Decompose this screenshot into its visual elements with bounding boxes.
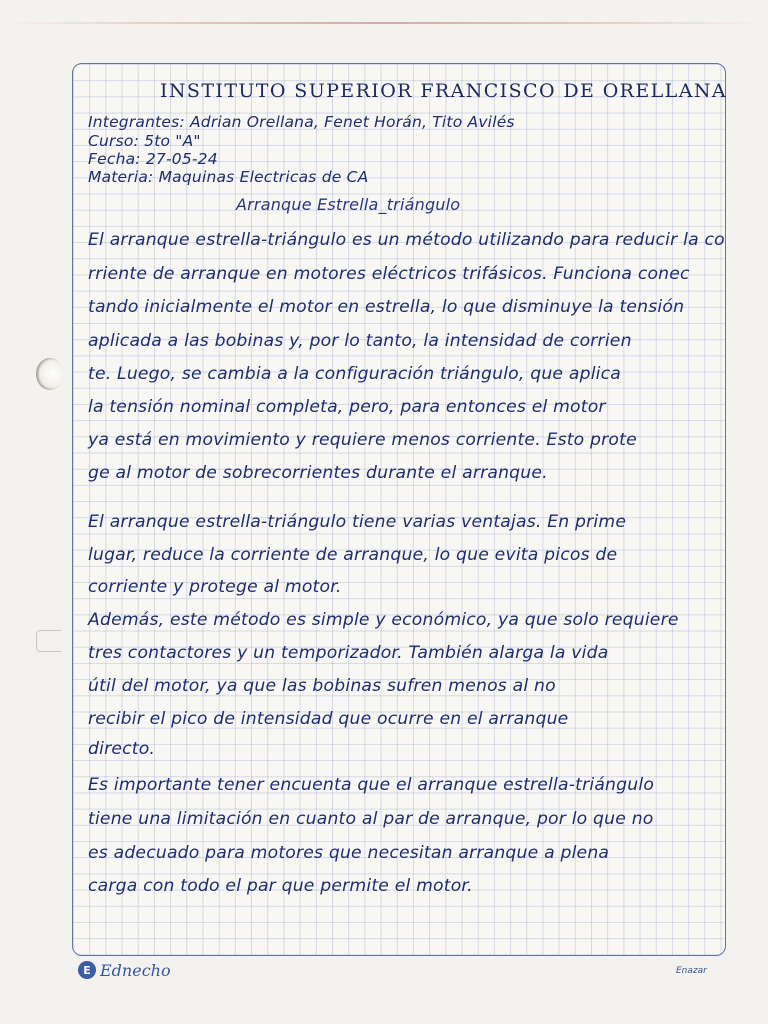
essay-subtitle: Arranque Estrella_triángulo [236, 195, 461, 214]
brand-mark-right: Enazar [676, 966, 707, 976]
body-line: rriente de arranque en motores eléctricos trifásicos. Funciona conec [88, 264, 690, 284]
ednecho-logo [78, 958, 171, 982]
integrantes-line: Integrantes: Adrian Orellana, Fenet Horán, Tito Avilés [88, 113, 515, 131]
body-line: El arranque estrella-triángulo es un método utilizando para reducir la co [88, 230, 725, 250]
body-line: corriente y protege al motor. [88, 577, 342, 597]
body-line: lugar, reduce la corriente de arranque, lo que evita picos de [88, 545, 618, 565]
body-line: tando inicialmente el motor en estrella, lo que disminuye la tensión [88, 297, 685, 317]
body-line: directo. [88, 739, 156, 759]
body-line: Es importante tener encuenta que el arranque estrella-triángulo [88, 775, 655, 795]
body-line: tiene una limitación en cuanto al par de arranque, por lo que no [88, 809, 654, 829]
binder-hole [36, 358, 64, 390]
materia-line: Materia: Maquinas Electricas de CA [88, 168, 369, 186]
body-line: la tensión nominal completa, pero, para entonces el motor [88, 397, 606, 417]
ednecho-logo-text: Ednecho [100, 960, 171, 980]
body-line: Además, este método es simple y económico, ya que solo requiere [88, 610, 679, 630]
fecha-line: Fecha: 27-05-24 [88, 150, 218, 168]
body-line: El arranque estrella-triángulo tiene varias ventajas. En prime [88, 512, 627, 532]
document-title: INSTITUTO SUPERIOR FRANCISCO DE ORELLANA [160, 80, 727, 102]
body-line: te. Luego, se cambia a la configuración triángulo, que aplica [88, 364, 622, 384]
top-edge-rule [0, 22, 768, 24]
body-line: ya está en movimiento y requiere menos corriente. Esto prote [88, 430, 637, 450]
body-line: carga con todo el par que permite el motor. [88, 876, 473, 896]
body-line: es adecuado para motores que necesitan arranque a plena [88, 843, 610, 863]
margin-mark [36, 630, 61, 652]
body-line: aplicada a las bobinas y, por lo tanto, la intensidad de corrien [88, 331, 632, 351]
ednecho-logo-icon: E [78, 961, 96, 979]
body-line: ge al motor de sobrecorrientes durante el arranque. [88, 463, 548, 483]
body-line: recibir el pico de intensidad que ocurre en el arranque [88, 709, 569, 729]
body-line: tres contactores y un temporizador. También alarga la vida [88, 643, 609, 663]
curso-line: Curso: 5to "A" [88, 132, 201, 150]
body-line: útil del motor, ya que las bobinas sufren menos al no [88, 676, 556, 696]
